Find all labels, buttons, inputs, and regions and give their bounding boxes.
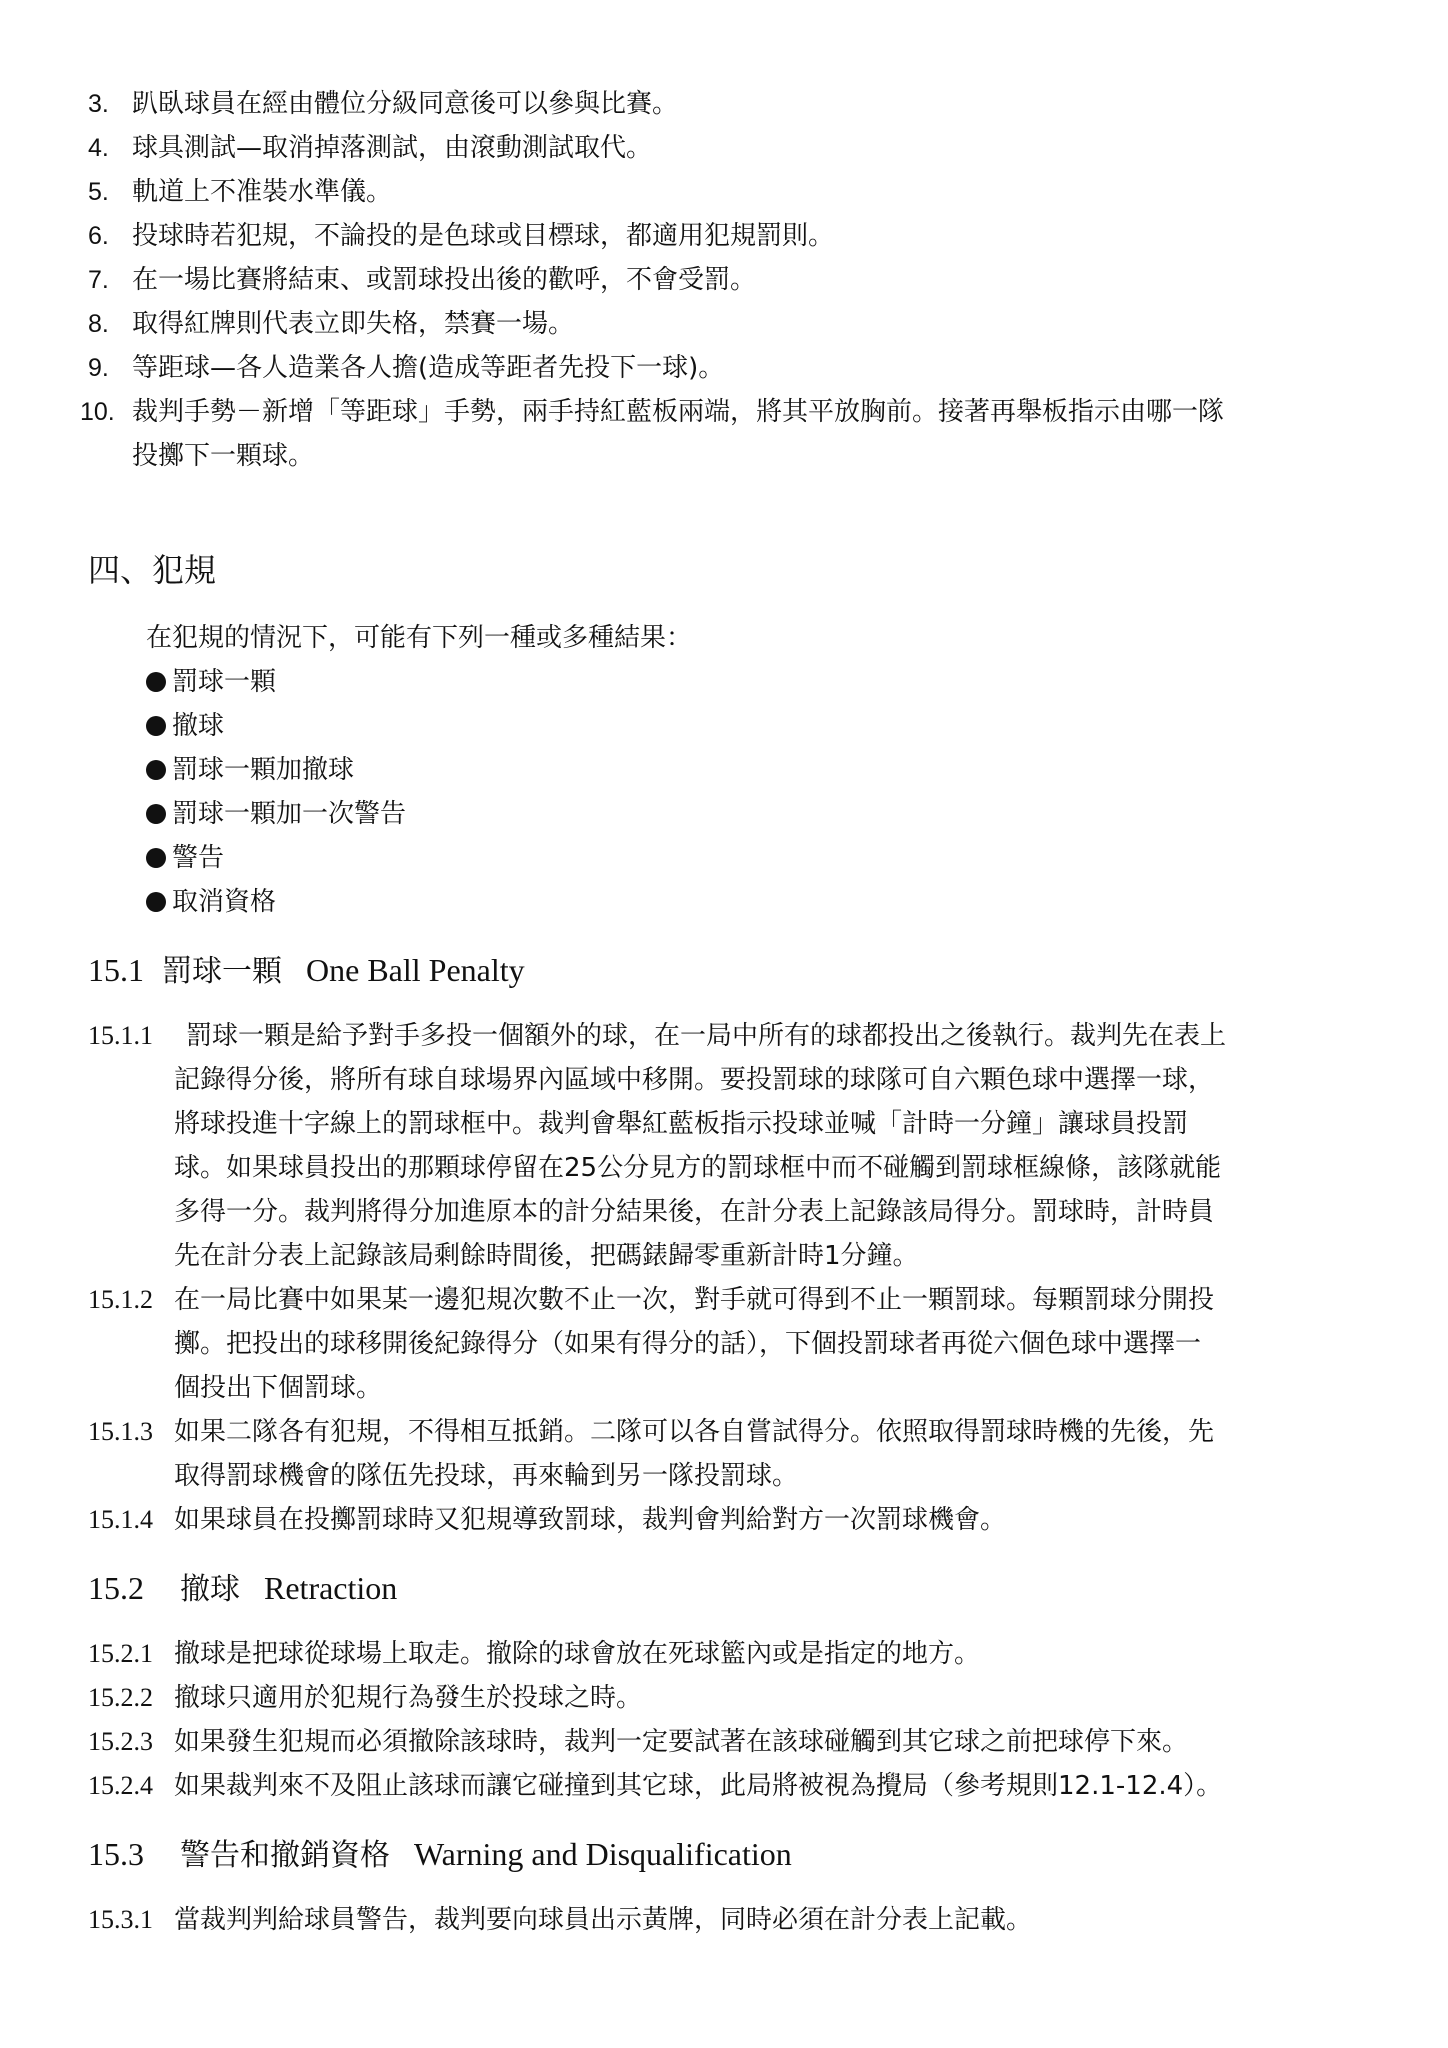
subsection-heading bbox=[88, 1566, 397, 1612]
clause-text: 多得一分。裁判將得分加進原本的計分結果後，在計分表上記錄該局得分。罰球時，計時員 bbox=[174, 1197, 1215, 1227]
list-item-text: 罰球一顆加撤球 bbox=[172, 755, 355, 785]
list-item bbox=[146, 794, 406, 834]
clause-text: 取得罰球機會的隊伍先投球，再來輪到另一隊投罰球。 bbox=[174, 1461, 799, 1491]
list-item-number: 9. bbox=[88, 354, 109, 382]
list-item-text: 等距球—各人造業各人擔(造成等距者先投下一球)。 bbox=[132, 353, 725, 383]
clause-text: 將球投進十字線上的罰球框中。裁判會舉紅藍板指示投球並喊「計時一分鐘」讓球員投罰 bbox=[174, 1109, 1189, 1139]
subsection-number: 15.2 bbox=[88, 1570, 144, 1606]
list-item bbox=[146, 662, 276, 702]
subsection-title-en: Retraction bbox=[264, 1570, 398, 1606]
clause-number: 15.3.1 bbox=[88, 1905, 153, 1934]
list-item-number: 10. bbox=[80, 398, 115, 426]
subsection-heading bbox=[88, 1832, 792, 1878]
list-item-text: 投球時若犯規，不論投的是色球或目標球，都適用犯規罰則。 bbox=[132, 221, 835, 251]
bullet-icon bbox=[146, 892, 166, 912]
list-item-text: 趴臥球員在經由體位分級同意後可以參與比賽。 bbox=[132, 89, 679, 119]
list-item-text: 投擲下一顆球。 bbox=[132, 441, 315, 471]
clause-text: 記錄得分後，將所有球自球場界內區域中移開。要投罰球的球隊可自六顆色球中選擇一球， bbox=[174, 1065, 1215, 1095]
list-item-text: 球具測試—取消掉落測試，由滾動測試取代。 bbox=[132, 133, 653, 163]
list-item-text: 裁判手勢－新增「等距球」手勢，兩手持紅藍板兩端，將其平放胸前。接著再舉板指示由哪一隊 bbox=[132, 397, 1225, 427]
clause-number: 15.1.3 bbox=[88, 1417, 153, 1446]
bullet-icon bbox=[146, 760, 166, 780]
section-intro: 在犯規的情況下，可能有下列一種或多種結果： bbox=[146, 623, 693, 653]
list-item-number: 3. bbox=[88, 90, 109, 118]
clause-text: 先在計分表上記錄該局剩餘時間後，把碼錶歸零重新計時1分鐘。 bbox=[174, 1241, 919, 1271]
subsection-heading bbox=[88, 948, 525, 994]
subsection-title-cn: 罰球一顆 bbox=[162, 954, 282, 989]
clause-text: 在一局比賽中如果某一邊犯規次數不止一次，對手就可得到不止一顆罰球。每顆罰球分開投 bbox=[174, 1285, 1215, 1315]
subsection-number: 15.1 bbox=[88, 952, 144, 988]
clause-text: 如果球員在投擲罰球時又犯規導致罰球，裁判會判給對方一次罰球機會。 bbox=[174, 1505, 1007, 1535]
bullet-icon bbox=[146, 804, 166, 824]
list-item-text: 取消資格 bbox=[172, 887, 277, 917]
clause-text: 罰球一顆是給予對手多投一個額外的球，在一局中所有的球都投出之後執行。裁判先在表上 bbox=[186, 1021, 1227, 1051]
clause-text: 撤球是把球從球場上取走。撤除的球會放在死球籃內或是指定的地方。 bbox=[174, 1639, 981, 1669]
list-item-number: 4. bbox=[88, 134, 109, 162]
clause-number: 15.2.3 bbox=[88, 1727, 153, 1756]
clause-number: 15.2.4 bbox=[88, 1771, 153, 1800]
list-item-number: 7. bbox=[88, 266, 109, 294]
list-item bbox=[146, 750, 354, 790]
list-item-text: 取得紅牌則代表立即失格，禁賽一場。 bbox=[132, 309, 575, 339]
subsection-number: 15.3 bbox=[88, 1836, 144, 1872]
clause-text: 個投出下個罰球。 bbox=[174, 1373, 383, 1403]
list-item-text: 罰球一顆加一次警告 bbox=[172, 799, 407, 829]
clause-text: 如果發生犯規而必須撤除該球時，裁判一定要試著在該球碰觸到其它球之前把球停下來。 bbox=[174, 1727, 1189, 1757]
bullet-icon bbox=[146, 848, 166, 868]
list-item-text: 撤球 bbox=[172, 711, 225, 741]
clause-number: 15.2.2 bbox=[88, 1683, 153, 1712]
subsection-title-cn: 警告和撤銷資格 bbox=[180, 1838, 390, 1873]
clause-text: 球。如果球員投出的那顆球停留在25公分見方的罰球框中而不碰觸到罰球框線條，該隊就能 bbox=[174, 1153, 1222, 1183]
list-item-text: 警告 bbox=[172, 843, 225, 873]
subsection-title-en: Warning and Disqualification bbox=[414, 1836, 792, 1872]
clause-text: 撤球只適用於犯規行為發生於投球之時。 bbox=[174, 1683, 643, 1713]
bullet-icon bbox=[146, 672, 166, 692]
subsection-title-en: One Ball Penalty bbox=[306, 952, 525, 988]
list-item-text: 軌道上不准裝水準儀。 bbox=[132, 177, 393, 207]
clause-text: 如果二隊各有犯規，不得相互抵銷。二隊可以各自嘗試得分。依照取得罰球時機的先後，先 bbox=[174, 1417, 1215, 1447]
list-item-text: 在一場比賽將結束、或罰球投出後的歡呼，不會受罰。 bbox=[132, 265, 757, 295]
list-item bbox=[146, 706, 224, 746]
clause-text: 當裁判判給球員警告，裁判要向球員出示黃牌，同時必須在計分表上記載。 bbox=[174, 1905, 1033, 1935]
list-item-number: 8. bbox=[88, 310, 109, 338]
list-item-text: 罰球一顆 bbox=[172, 667, 277, 697]
bullet-icon bbox=[146, 716, 166, 736]
clause-text: 如果裁判來不及阻止該球而讓它碰撞到其它球，此局將被視為攪局（參考規則12.1-12.4）。 bbox=[174, 1771, 1223, 1801]
list-item-number: 6. bbox=[88, 222, 109, 250]
clause-text: 擲。把投出的球移開後紀錄得分（如果有得分的話），下個投罰球者再從六個色球中選擇一 bbox=[174, 1329, 1202, 1359]
clause-number: 15.1.1 bbox=[88, 1021, 153, 1050]
subsection-title-cn: 撤球 bbox=[180, 1572, 240, 1607]
clause-number: 15.1.4 bbox=[88, 1505, 153, 1534]
clause-number: 15.1.2 bbox=[88, 1285, 153, 1314]
list-item-number: 5. bbox=[88, 178, 109, 206]
section-heading: 四、犯規 bbox=[88, 551, 217, 589]
list-item bbox=[146, 838, 224, 878]
clause-number: 15.2.1 bbox=[88, 1639, 153, 1668]
list-item bbox=[146, 882, 276, 922]
